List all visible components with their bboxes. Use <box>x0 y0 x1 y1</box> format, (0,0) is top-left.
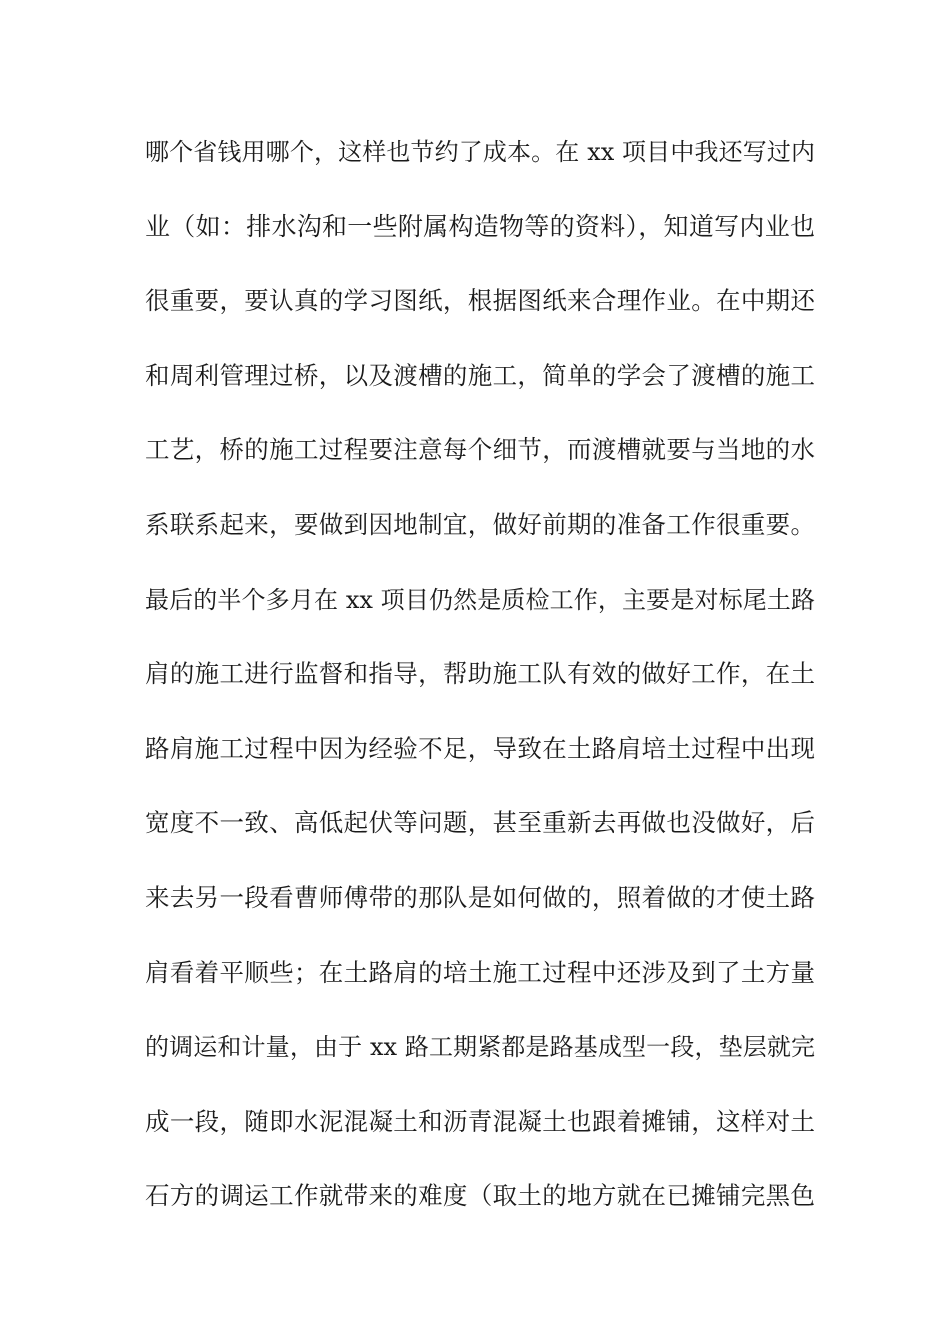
text-line-3: 很重要，要认真的学习图纸，根据图纸来合理作业。在中期还 <box>145 286 815 316</box>
text-line-13: 的调运和计量，由于 xx 路工期紧都是路基成型一段，垫层就完 <box>145 1033 815 1062</box>
body-text <box>145 128 815 1247</box>
text-line-9: 路肩施工过程中因为经验不足，导致在土路肩培土过程中出现 <box>145 733 815 763</box>
text-line-1: 哪个省钱用哪个，这样也节约了成本。在 xx 项目中我还写过内 <box>145 138 815 166</box>
text-line-12: 肩看着平顺些；在土路肩的培土施工过程中还涉及到了土方量 <box>145 957 815 987</box>
text-line-14: 成一段，随即水泥混凝土和沥青混凝土也跟着摊铺，这样对土 <box>145 1106 815 1136</box>
text-line-7: 最后的半个多月在 xx 项目仍然是质检工作，主要是对标尾土路 <box>145 585 815 614</box>
text-line-10: 宽度不一致、高低起伏等问题，甚至重新去再做也没做好，后 <box>145 808 815 838</box>
text-line-8: 肩的施工进行监督和指导，帮助施工队有效的做好工作，在土 <box>145 659 815 689</box>
text-line-4: 和周利管理过桥，以及渡槽的施工，简单的学会了渡槽的施工 <box>145 360 815 390</box>
text-line-5: 工艺，桥的施工过程要注意每个细节，而渡槽就要与当地的水 <box>145 435 815 465</box>
text-line-15: 石方的调运工作就带来的难度（取土的地方就在已摊铺完黑色 <box>145 1181 815 1211</box>
text-line-6: 系联系起来，要做到因地制宜，做好前期的准备工作很重要。 <box>145 509 815 539</box>
text-line-11: 来去另一段看曹师傅带的那队是如何做的，照着做的才使土路 <box>145 882 815 912</box>
text-line-2: 业（如：排水沟和一些附属构造物等的资料），知道写内业也 <box>145 211 815 241</box>
